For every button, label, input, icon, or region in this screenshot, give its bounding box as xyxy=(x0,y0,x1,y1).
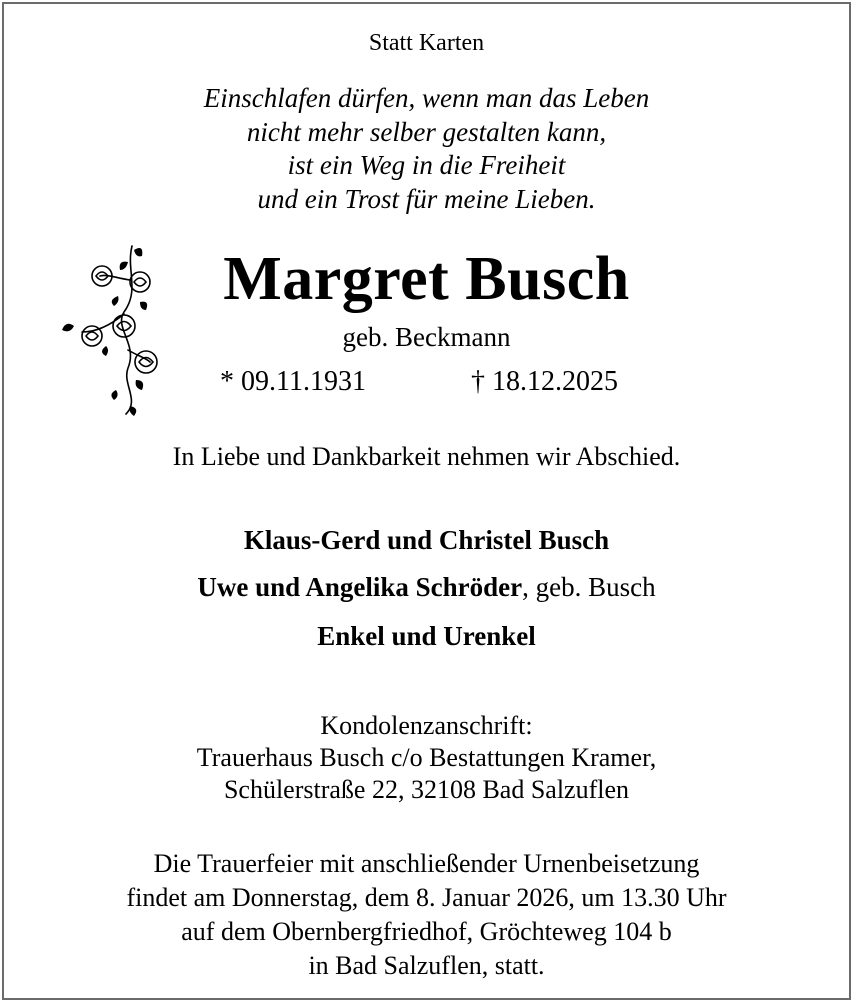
condolence-line: Kondolenzanschrift: xyxy=(320,711,533,740)
family-line: Klaus-Gerd und Christel Busch xyxy=(243,525,610,555)
poem-line: und ein Trost für meine Lieben. xyxy=(257,183,596,214)
condolence-line: Trauerhaus Busch c/o Bestattungen Kramer, xyxy=(196,743,657,772)
condolence-line: Schülerstraße 22, 32108 Bad Salzuflen xyxy=(223,775,630,804)
death-date: † 18.12.2025 xyxy=(471,366,618,397)
ceremony-line: in Bad Salzuflen, statt. xyxy=(308,951,545,980)
ceremony-line: findet am Donnerstag, dem 8. Januar 2026, um 13.30 Uhr xyxy=(126,883,727,912)
ceremony-info xyxy=(4,847,849,983)
ceremony-line: auf dem Obernbergfriedhof, Gröchteweg 104 b xyxy=(181,917,672,946)
ceremony-line: Die Trauerfeier mit anschließender Urnenbeisetzung xyxy=(153,849,700,878)
birth-date: * 09.11.1931 xyxy=(220,366,366,397)
family-names: Uwe und Angelika Schröder xyxy=(197,572,523,602)
farewell-text: In Liebe und Dankbarkeit nehmen wir Abschied. xyxy=(172,442,681,471)
condolence-address xyxy=(4,710,849,806)
deceased-name: Margret Busch xyxy=(223,245,630,313)
poem-line: ist ein Weg in die Freiheit xyxy=(287,150,566,180)
statt-karten: Statt Karten xyxy=(368,30,485,56)
poem xyxy=(4,82,849,216)
obituary-card xyxy=(2,2,851,1000)
poem-line: Einschlafen dürfen, wenn man das Leben xyxy=(203,83,650,113)
family-line: Enkel und Urenkel xyxy=(317,621,536,651)
family-line xyxy=(4,572,849,603)
family-birth-name: , geb. Busch xyxy=(522,572,656,602)
poem-line: nicht mehr selber gestalten kann, xyxy=(246,116,607,147)
birth-name: geb. Beckmann xyxy=(342,322,511,352)
